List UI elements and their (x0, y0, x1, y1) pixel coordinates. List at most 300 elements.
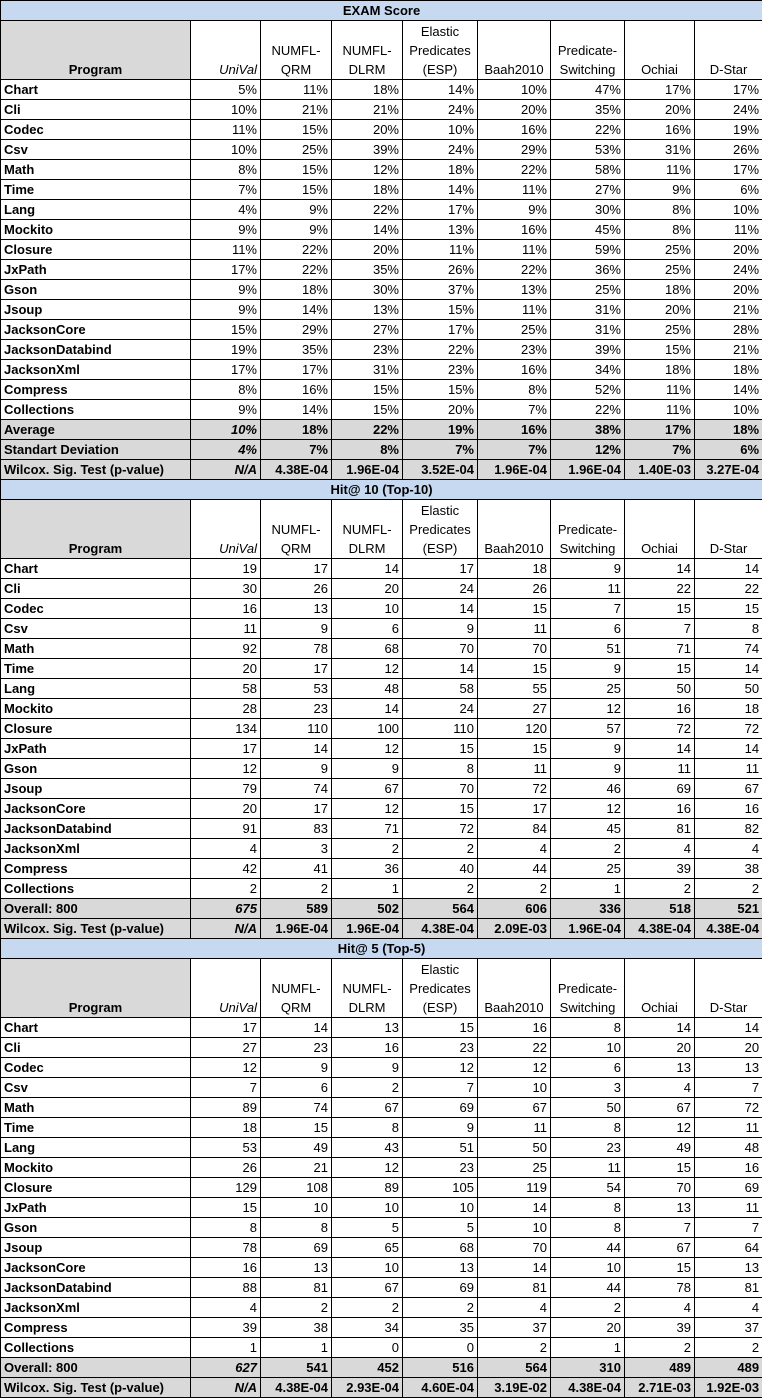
cell-value: 8% (191, 380, 261, 400)
cell-value: 24% (695, 100, 762, 120)
column-header (403, 21, 478, 80)
cell-value: 11% (625, 160, 695, 180)
cell-value: 14% (695, 380, 762, 400)
program-name: JacksonCore (1, 1258, 191, 1278)
cell-value: 17% (191, 360, 261, 380)
table-row (1, 380, 762, 400)
cell-value: 44 (551, 1238, 625, 1258)
cell-value: 25 (551, 859, 625, 879)
cell-value: 20% (332, 120, 403, 140)
cell-value: 22% (261, 240, 332, 260)
cell-value: 4% (191, 200, 261, 220)
table-row (1, 799, 762, 819)
summary-label: Standart Deviation (1, 440, 191, 460)
column-header-line (264, 22, 328, 41)
cell-value: 40 (403, 859, 478, 879)
summary-value: 4% (191, 440, 261, 460)
cell-value: 53% (551, 140, 625, 160)
table-row (1, 579, 762, 599)
column-header-line: (ESP) (406, 539, 474, 558)
column-header-line (481, 520, 547, 539)
cell-value: 81 (478, 1278, 551, 1298)
column-header-line: NUMFL- (335, 520, 399, 539)
cell-value: 9% (191, 220, 261, 240)
column-header-line (481, 979, 547, 998)
column-header-line: QRM (264, 998, 328, 1017)
cell-value: 2 (403, 1298, 478, 1318)
cell-value: 17% (403, 320, 478, 340)
cell-value: 11% (478, 180, 551, 200)
summary-row (1, 460, 762, 480)
cell-value: 10 (551, 1258, 625, 1278)
column-header-line: Predicate- (554, 979, 621, 998)
cell-value: 31% (332, 360, 403, 380)
summary-value: 3.52E-04 (403, 460, 478, 480)
cell-value: 22% (478, 260, 551, 280)
cell-value: 10 (332, 1198, 403, 1218)
cell-value: 17 (261, 659, 332, 679)
cell-value: 20% (695, 280, 762, 300)
program-name: Mockito (1, 220, 191, 240)
program-name: Math (1, 160, 191, 180)
cell-value: 25% (625, 320, 695, 340)
cell-value: 88 (191, 1278, 261, 1298)
summary-value: 38% (551, 420, 625, 440)
cell-value: 42 (191, 859, 261, 879)
cell-value: 24% (403, 100, 478, 120)
cell-value: 4 (478, 1298, 551, 1318)
cell-value: 11% (191, 240, 261, 260)
cell-value: 13% (332, 300, 403, 320)
column-header-line (554, 501, 621, 520)
cell-value: 68 (332, 639, 403, 659)
summary-value: 1.96E-04 (551, 919, 625, 939)
cell-value: 89 (332, 1178, 403, 1198)
table-row (1, 1338, 762, 1358)
cell-value: 7 (191, 1078, 261, 1098)
cell-value: 78 (191, 1238, 261, 1258)
column-header-line (481, 22, 547, 41)
cell-value: 25% (551, 280, 625, 300)
summary-label: Wilcox. Sig. Test (p-value) (1, 460, 191, 480)
cell-value: 26 (191, 1158, 261, 1178)
column-header-line (194, 22, 257, 41)
summary-value: 516 (403, 1358, 478, 1378)
cell-value: 59% (551, 240, 625, 260)
cell-value: 74 (695, 639, 762, 659)
cell-value: 18 (478, 559, 551, 579)
table-row (1, 739, 762, 759)
cell-value: 29% (478, 140, 551, 160)
cell-value: 29% (261, 320, 332, 340)
table-row (1, 1298, 762, 1318)
cell-value: 49 (625, 1138, 695, 1158)
cell-value: 15 (478, 599, 551, 619)
cell-value: 6 (551, 619, 625, 639)
table-row (1, 679, 762, 699)
cell-value: 25 (551, 679, 625, 699)
program-name: JxPath (1, 260, 191, 280)
cell-value: 58% (551, 160, 625, 180)
program-name: Compress (1, 859, 191, 879)
column-header-line (335, 960, 399, 979)
column-header-line (194, 520, 257, 539)
cell-value: 11 (478, 619, 551, 639)
summary-value: 541 (261, 1358, 332, 1378)
summary-value: 2.71E-03 (625, 1378, 695, 1398)
cell-value: 0 (332, 1338, 403, 1358)
cell-value: 14 (332, 699, 403, 719)
table-row (1, 1098, 762, 1118)
cell-value: 78 (261, 639, 332, 659)
cell-value: 16% (478, 360, 551, 380)
cell-value: 5 (332, 1218, 403, 1238)
summary-value: 1.96E-04 (478, 460, 551, 480)
cell-value: 10 (478, 1078, 551, 1098)
summary-value: 4.38E-04 (695, 919, 762, 939)
summary-row (1, 899, 762, 919)
cell-value: 22% (551, 400, 625, 420)
cell-value: 14% (261, 400, 332, 420)
column-header-line (628, 22, 691, 41)
cell-value: 2 (551, 1298, 625, 1318)
section-title-row (1, 480, 762, 500)
cell-value: 1 (261, 1338, 332, 1358)
cell-value: 14% (261, 300, 332, 320)
column-header (332, 21, 403, 80)
cell-value: 13 (625, 1198, 695, 1218)
cell-value: 39% (332, 140, 403, 160)
summary-value: 18% (261, 420, 332, 440)
table-row (1, 1318, 762, 1338)
cell-value: 51 (551, 639, 625, 659)
cell-value: 65 (332, 1238, 403, 1258)
column-header (478, 959, 551, 1018)
cell-value: 17 (403, 559, 478, 579)
cell-value: 13% (478, 280, 551, 300)
cell-value: 7% (191, 180, 261, 200)
table-row (1, 240, 762, 260)
cell-value: 38 (695, 859, 762, 879)
cell-value: 15 (695, 599, 762, 619)
cell-value: 67 (332, 779, 403, 799)
cell-value: 16 (478, 1018, 551, 1038)
cell-value: 16% (261, 380, 332, 400)
cell-value: 26 (478, 579, 551, 599)
column-header-line: Ochiai (628, 998, 691, 1017)
cell-value: 16% (625, 120, 695, 140)
program-name: Collections (1, 1338, 191, 1358)
cell-value: 17 (191, 1018, 261, 1038)
cell-value: 23 (551, 1138, 625, 1158)
cell-value: 4 (695, 839, 762, 859)
cell-value: 14 (695, 1018, 762, 1038)
column-header-line: Elastic (406, 960, 474, 979)
cell-value: 79 (191, 779, 261, 799)
cell-value: 17% (403, 200, 478, 220)
cell-value: 11% (403, 240, 478, 260)
cell-value: 108 (261, 1178, 332, 1198)
cell-value: 48 (332, 679, 403, 699)
summary-value: 521 (695, 899, 762, 919)
cell-value: 9% (625, 180, 695, 200)
cell-value: 22% (261, 260, 332, 280)
cell-value: 81 (261, 1278, 332, 1298)
cell-value: 10% (695, 200, 762, 220)
program-name: JacksonXml (1, 360, 191, 380)
cell-value: 20 (695, 1038, 762, 1058)
summary-value: N/A (191, 919, 261, 939)
program-name: JacksonCore (1, 799, 191, 819)
cell-value: 9 (403, 1118, 478, 1138)
cell-value: 11 (551, 1158, 625, 1178)
cell-value: 5% (191, 80, 261, 100)
cell-value: 14 (625, 739, 695, 759)
table-row (1, 300, 762, 320)
cell-value: 2 (695, 1338, 762, 1358)
column-header (625, 500, 695, 559)
cell-value: 13 (261, 599, 332, 619)
summary-value: 1.96E-04 (261, 919, 332, 939)
cell-value: 11 (551, 579, 625, 599)
cell-value: 2 (478, 1338, 551, 1358)
column-header-line (194, 501, 257, 520)
cell-value: 4 (191, 1298, 261, 1318)
table-row (1, 1278, 762, 1298)
cell-value: 105 (403, 1178, 478, 1198)
cell-value: 134 (191, 719, 261, 739)
cell-value: 12 (551, 799, 625, 819)
cell-value: 27% (332, 320, 403, 340)
program-name: Closure (1, 1178, 191, 1198)
cell-value: 2 (261, 1298, 332, 1318)
summary-value: 1.96E-04 (551, 460, 625, 480)
summary-value: 7% (403, 440, 478, 460)
column-header-line: Ochiai (628, 539, 691, 558)
cell-value: 7 (551, 599, 625, 619)
cell-value: 4 (478, 839, 551, 859)
column-header-line: NUMFL- (264, 520, 328, 539)
cell-value: 18% (332, 180, 403, 200)
table-row (1, 659, 762, 679)
summary-label: Overall: 800 (1, 1358, 191, 1378)
column-header-line (698, 960, 759, 979)
cell-value: 15% (261, 120, 332, 140)
cell-value: 69 (403, 1098, 478, 1118)
cell-value: 28 (191, 699, 261, 719)
cell-value: 9 (332, 1058, 403, 1078)
column-header-line: Switching (554, 539, 621, 558)
cell-value: 4 (625, 1078, 695, 1098)
column-header-line (481, 501, 547, 520)
cell-value: 5 (403, 1218, 478, 1238)
column-header-line: NUMFL- (264, 41, 328, 60)
cell-value: 26% (695, 140, 762, 160)
cell-value: 36% (551, 260, 625, 280)
cell-value: 9 (332, 759, 403, 779)
cell-value: 8 (191, 1218, 261, 1238)
column-header (261, 500, 332, 559)
cell-value: 2 (478, 879, 551, 899)
cell-value: 24 (403, 579, 478, 599)
cell-value: 20 (191, 799, 261, 819)
column-header-line (628, 501, 691, 520)
cell-value: 18% (332, 80, 403, 100)
cell-value: 4 (625, 839, 695, 859)
cell-value: 11 (478, 1118, 551, 1138)
column-header-line: UniVal (194, 998, 257, 1017)
cell-value: 68 (403, 1238, 478, 1258)
cell-value: 17% (261, 360, 332, 380)
table-row (1, 819, 762, 839)
summary-value: 589 (261, 899, 332, 919)
cell-value: 9 (551, 739, 625, 759)
cell-value: 15 (478, 739, 551, 759)
cell-value: 10 (403, 1198, 478, 1218)
cell-value: 74 (261, 779, 332, 799)
cell-value: 13 (332, 1018, 403, 1038)
summary-row (1, 420, 762, 440)
program-name: JacksonDatabind (1, 1278, 191, 1298)
summary-value: 6% (695, 440, 762, 460)
cell-value: 15% (332, 400, 403, 420)
cell-value: 20 (191, 659, 261, 679)
column-header-line (698, 501, 759, 520)
column-header-line: NUMFL- (335, 979, 399, 998)
cell-value: 38 (261, 1318, 332, 1338)
cell-value: 15 (403, 799, 478, 819)
cell-value: 67 (332, 1278, 403, 1298)
cell-value: 50 (551, 1098, 625, 1118)
cell-value: 24% (695, 260, 762, 280)
table-row (1, 1018, 762, 1038)
cell-value: 100 (332, 719, 403, 739)
cell-value: 44 (478, 859, 551, 879)
cell-value: 14 (403, 659, 478, 679)
cell-value: 110 (261, 719, 332, 739)
column-header (625, 959, 695, 1018)
cell-value: 21% (261, 100, 332, 120)
cell-value: 14% (403, 80, 478, 100)
summary-value: 518 (625, 899, 695, 919)
cell-value: 8% (625, 220, 695, 240)
table-row (1, 719, 762, 739)
cell-value: 34% (551, 360, 625, 380)
column-header-line: Elastic (406, 22, 474, 41)
program-name: Compress (1, 380, 191, 400)
cell-value: 71 (625, 639, 695, 659)
column-header-line (194, 979, 257, 998)
cell-value: 26% (403, 260, 478, 280)
cell-value: 31% (625, 140, 695, 160)
column-header-line (194, 960, 257, 979)
cell-value: 84 (478, 819, 551, 839)
program-name: Mockito (1, 699, 191, 719)
cell-value: 4 (695, 1298, 762, 1318)
column-header-line: Predicate- (554, 520, 621, 539)
cell-value: 14 (695, 659, 762, 679)
cell-value: 9 (551, 759, 625, 779)
program-name: JacksonXml (1, 1298, 191, 1318)
cell-value: 35% (332, 260, 403, 280)
cell-value: 2 (403, 879, 478, 899)
program-name: JacksonDatabind (1, 340, 191, 360)
summary-value: 310 (551, 1358, 625, 1378)
cell-value: 11 (695, 1118, 762, 1138)
column-header (261, 959, 332, 1018)
cell-value: 8 (551, 1218, 625, 1238)
cell-value: 14 (625, 559, 695, 579)
cell-value: 15 (191, 1198, 261, 1218)
cell-value: 18% (695, 360, 762, 380)
cell-value: 129 (191, 1178, 261, 1198)
cell-value: 23 (261, 699, 332, 719)
cell-value: 20% (625, 300, 695, 320)
cell-value: 50 (625, 679, 695, 699)
column-header (551, 500, 625, 559)
cell-value: 9% (261, 220, 332, 240)
cell-value: 7 (403, 1078, 478, 1098)
program-name: Chart (1, 1018, 191, 1038)
summary-value: 336 (551, 899, 625, 919)
summary-value: 489 (625, 1358, 695, 1378)
table-row (1, 180, 762, 200)
cell-value: 11% (191, 120, 261, 140)
summary-label: Average (1, 420, 191, 440)
summary-value: 10% (191, 420, 261, 440)
cell-value: 16 (625, 699, 695, 719)
table-row (1, 140, 762, 160)
cell-value: 89 (191, 1098, 261, 1118)
column-header-line: Predicates (406, 979, 474, 998)
cell-value: 30 (191, 579, 261, 599)
cell-value: 15% (261, 160, 332, 180)
column-header-line: Switching (554, 998, 621, 1017)
cell-value: 19 (191, 559, 261, 579)
program-name: JxPath (1, 1198, 191, 1218)
program-name: Codec (1, 120, 191, 140)
cell-value: 25% (261, 140, 332, 160)
cell-value: 52% (551, 380, 625, 400)
cell-value: 53 (191, 1138, 261, 1158)
cell-value: 41 (261, 859, 332, 879)
cell-value: 17 (261, 559, 332, 579)
column-header-line: D-Star (698, 998, 759, 1017)
cell-value: 21% (695, 340, 762, 360)
program-name: Gson (1, 759, 191, 779)
cell-value: 23% (478, 340, 551, 360)
cell-value: 20% (403, 400, 478, 420)
cell-value: 11 (695, 759, 762, 779)
cell-value: 11 (478, 759, 551, 779)
summary-value: 1.92E-03 (695, 1378, 762, 1398)
table-row (1, 779, 762, 799)
column-header (478, 500, 551, 559)
cell-value: 8 (551, 1018, 625, 1038)
cell-value: 13 (695, 1258, 762, 1278)
program-name: Math (1, 639, 191, 659)
cell-value: 18% (261, 280, 332, 300)
cell-value: 20 (551, 1318, 625, 1338)
cell-value: 2 (695, 879, 762, 899)
column-header-row (1, 21, 762, 80)
cell-value: 1 (551, 879, 625, 899)
cell-value: 16 (191, 1258, 261, 1278)
column-header-line (628, 41, 691, 60)
column-header (551, 959, 625, 1018)
cell-value: 72 (625, 719, 695, 739)
program-name: Gson (1, 280, 191, 300)
